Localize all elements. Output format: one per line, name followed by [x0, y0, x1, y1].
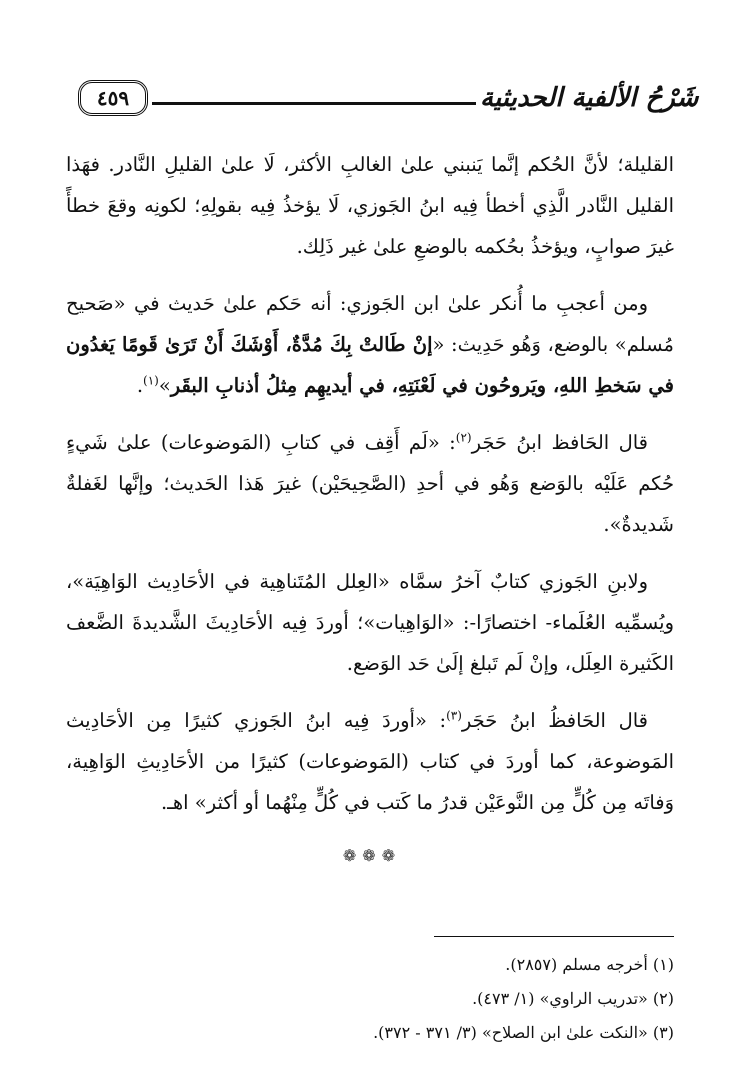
paragraph-4: [66, 561, 674, 684]
footnote-ref-1[interactable]: (١): [143, 373, 159, 388]
paragraph-end: .: [136, 374, 144, 397]
paragraph-2: [66, 283, 674, 406]
footnote-3: (٣) «النكت علىٰ ابن الصلاح» (٣/ ٣٧١ - ٣٧٢).: [373, 1023, 674, 1042]
footnote-1: (١) أخرجه مسلم (٢٨٥٧).: [505, 955, 674, 974]
running-title: شَرْحُ الألفية الحديثية: [480, 83, 699, 113]
hadith-quote: إنْ طَالتْ بِكَ مُدَّةٌ، أَوْشَكَ أَنْ تَرَىٰ قَومًا يَغدُون في سَخطِ اللهِ، ويَروحُون في لَعْنَتِهِ، في أيديهِم مِثلُ أذنابِ البقَر: [66, 333, 674, 397]
quote-close: »: [158, 374, 171, 397]
paragraph-text: : «لَم أَقِف في كتابِ (المَوضوعات) علىٰ شَيءٍ حُكم عَلَيْه بالوَضع وَهُو في أحدِ (الصَّحِيحَيْن) غيرَ هَذا الحَديث؛ وإنَّها لغَفلةٌ شَديدةٌ».: [66, 431, 674, 536]
page-header: [78, 78, 699, 124]
paragraph-text: ومن أعجبِ ما أُنكر علىٰ ابن الجَوزي: أنه حَكم علىٰ حَديث في «صَحيح مُسلم» بالوضع، وَهُو حَدِيث: «: [66, 292, 674, 356]
paragraph-text: قال الحَافظ ابنُ حَجَر: [471, 431, 648, 454]
paragraph-5: [66, 700, 674, 823]
header-rule: [152, 102, 476, 105]
footnote-ref-2[interactable]: (٢): [455, 430, 472, 445]
paragraph-text: قال الحَافظُ ابنُ حَجَر: [461, 709, 648, 732]
page-number-badge: [78, 80, 148, 116]
main-text: [66, 144, 674, 839]
paragraph-text: ولابنِ الجَوزي كتابٌ آخرُ سمَّاه «العِلل المُتَناهِية في الأحَادِيث الوَاهِيَة»، ويُسمِّيه العُلَماء- اختصارًا-: «الوَاهِيات»؛ أوردَ فِيه الأحَادِيثَ الشَّديدةَ الضَّعف الكَثيرة العِلَل، وإنْ لَم تَبلغ إلَىٰ حَد الوَضع.: [66, 570, 674, 675]
paragraph-3: [66, 422, 674, 545]
footnote-rule: [434, 936, 674, 937]
paragraph-text: القليلة؛ لأنَّ الحُكم إنَّما يَنبني علىٰ الغالبِ الأكثر، لَا علىٰ القليلِ النَّادر. فهَذا القليل النَّادر الَّذِي أخطأ فِيه ابنُ الجَوزي، لَا يؤخذُ فِيه بقولِهِ؛ لكونِه وقعَ خطأً غيرَ صوابٍ، ويؤخذُ بحُكمه بالوضعِ علىٰ غير ذَلِك.: [66, 153, 674, 258]
footnotes: [66, 948, 674, 1050]
paragraph-1: [66, 144, 674, 267]
section-separator: ❁❁❁: [342, 846, 402, 865]
footnote-ref-3[interactable]: (٣): [446, 708, 462, 723]
paragraph-text: : «أوردَ فِيه ابنُ الجَوزي كثيرًا مِن الأحَادِيث المَوضوعة، كما أوردَ في كتاب (المَوضوعات) كثيرًا من الأحَادِيثِ الوَاهِية، وَفاتَه مِن كُلٍّ مِن النَّوعَيْن قدرُ ما كَتب في كُلٍّ مِنْهُما أو أكثر» اهـ.: [66, 709, 674, 814]
footnote-2: (٢) «تدريب الراوي» (١/ ٤٧٣).: [472, 989, 674, 1008]
page-number: ٤٥٩: [96, 86, 130, 110]
